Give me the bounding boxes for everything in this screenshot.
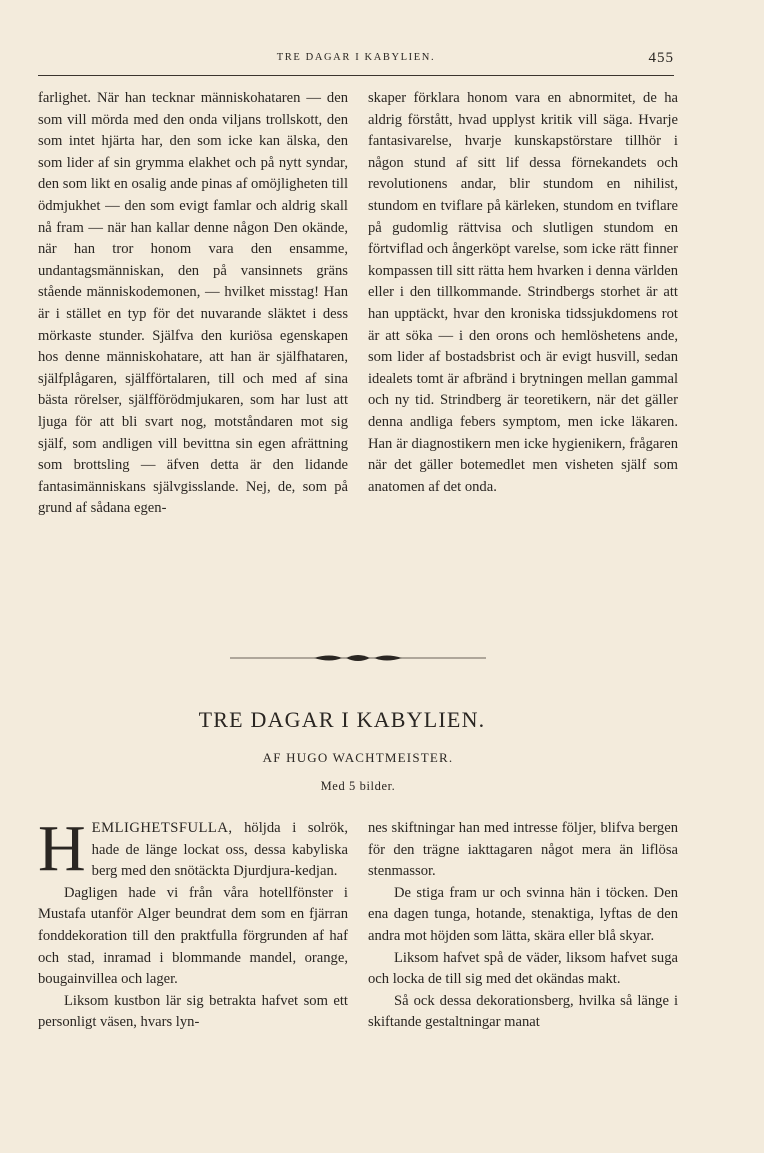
opening-small-caps: EMLIGHETSFULLA, [91,820,233,836]
header-rule [38,75,674,76]
article-opening-paragraph [38,812,348,885]
page-number: 455 [648,50,674,66]
article-title: TRE DAGAR I KABYLIEN. [198,707,486,732]
running-head: TRE DAGAR I KABYLIEN. [276,52,436,63]
right-column [368,88,678,520]
opening-paragraph-text: höljda i solrök, hade de länge lockat oss, dessa kabyliska berg med den snötäckta Djurdjura-kedjan. [91,820,348,880]
article-paragraph: Så ock dessa dekorationsberg, hvilka så länge i skiftande gestaltningar manat [368,992,678,1031]
article-paragraph: Liksom hafvet spå de väder, liksom hafvet suga och locka de till sig med det okändas makt. [368,949,678,988]
article-paragraph: Dagligen hade vi från våra hotellfönster i Mustafa utanför Alger beundrat dem som en fjärran fonddekoration till den praktfulla förgrunden af haf och stad, inramad i blommande mandel, orange, bougainvillea och lager. [38,884,348,988]
section-divider-ornament [230,652,486,664]
right-column-text: skaper förklara honom vara en abnormitet, de ha aldrig förstått, hvad upplyst kritik vill säga. Hvarje fantasivarelse, hvarje kunskapstörstare tillhör i någon stund af sitt lif dessa förnekandets och revolutionens andar, blir stundom en nihilist, stundom en tviflare på kärleken, stundom en tviflare på gudomlig rättvisa och slutligen stundom en förtviflad och ångerköpt varelse, som icke rätt finner kompassen till sitt rätta hem hvarken i denna världen eller i den tillkommande. Strindbergs storhet är att han upptäckt, hvar den kroniska tidssjukdomens rot är att söka — i den orons och hemlöshetens ande, som lider af bostadsbrist och är evigt husvill, sedan idealets tomt är afbränd i brytningen mellan gammal och ny tid. Strindberg är teoretikern, när det gäller denna andliga febers symptom, men icke läkaren. Han är diagnostikern men icke hygienikern, frågaren när det gäller botemedlet men visheten själf som anatomen af det onda. [368,90,678,495]
article-paragraph: nes skiftningar han med intresse följer, blifva bergen för den trägne iakttagaren något mera än liflösa stenmassor. [368,820,678,880]
left-column-text: farlighet. När han tecknar människohataren — den som vill mörda med den onda viljans trollskott, den som intet hjärta har, den som icke kan älska, den som lider af sin grymma elakhet och på nytt syndar, den som likt en osalig ande pinas af omöjligheten till ödmjukhet — den som evigt famlar och aldrig skall nå fram — när han kallar denne någon Den okände, när han tror honom vara den ensamme, undantagsmänniskan, den på vansinnets gräns stående människodemonen, — hvilket misstag! Han är i stället en typ för det nuvarande släktet i dess mörkaste stunder. Själfva den kuriösa egenskapen hos denne människohatare, att han är själfhataren, själfplågaren, själfförtalaren, till och med af sina bästa rörelser, själfförödmjukaren, som har lust att ljuga för att bli svart nog, motståndaren mot sig själf, som andligen vill bevittna sin egen afrättning som brottsling — äfven detta är den lidande fantasimänniskans självgisslande. Nej, de, som på grund af sådana egen- [38,90,348,517]
article-right-column [368,818,678,1034]
article-paragraph: Liksom kustbon lär sig betrakta hafvet som ett personligt väsen, hvars lyn- [38,992,348,1031]
article-left-column [38,812,348,1034]
drop-cap: H [38,812,86,885]
article-subtitle: Med 5 bilder. [320,779,396,793]
article-text-columns [38,812,678,1034]
article-paragraph: De stiga fram ur och svinna hän i töcken. Den ena dagen tunga, hotande, stenaktiga, lyftas de den andra mot höjden som lätta, skära eller blå skyar. [368,884,678,944]
top-text-columns [38,88,678,520]
left-column [38,88,348,520]
article-byline: AF HUGO WACHTMEISTER. [262,750,454,765]
